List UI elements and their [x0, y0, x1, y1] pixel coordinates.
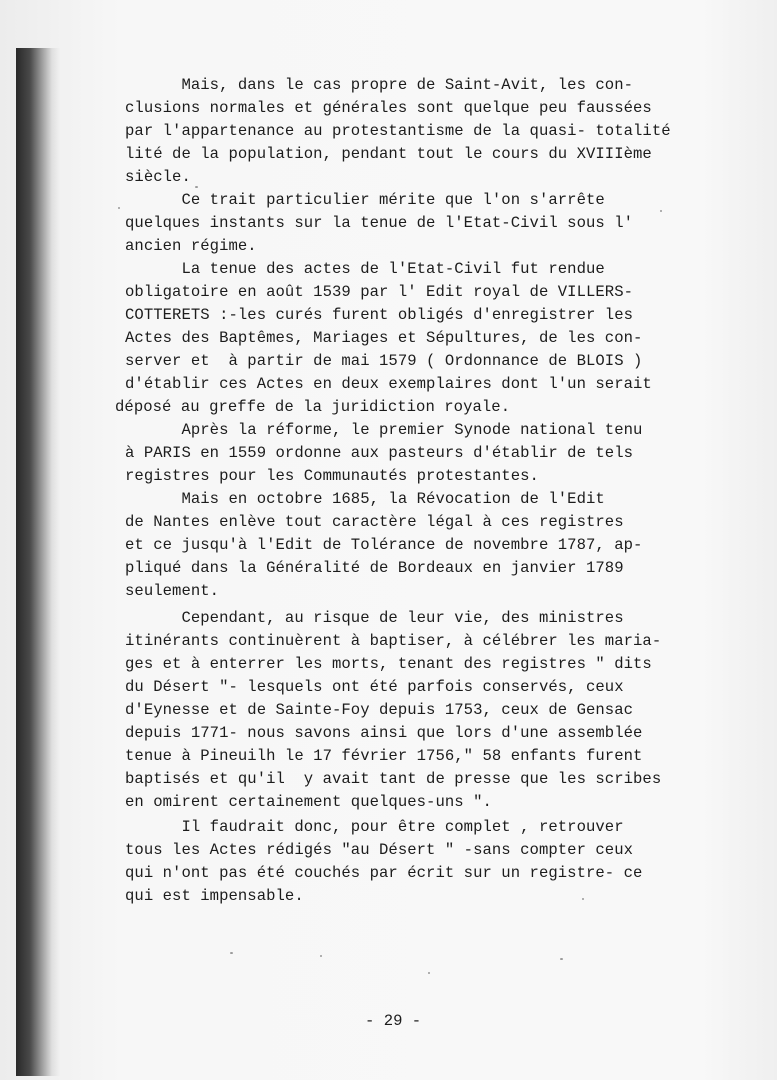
text-line: ancien régime.: [125, 237, 257, 255]
text-line: quelques instants sur la tenue de l'Etat-Civil sous l': [125, 214, 634, 232]
text-line: obligatoire en août 1539 par l' Edit royal de VILLERS-: [125, 283, 634, 301]
text-line: Actes des Baptêmes, Mariages et Sépultures, de les con-: [125, 329, 643, 347]
text-line: Cependant, au risque de leur vie, des ministres: [125, 609, 624, 627]
text-line: seulement.: [125, 582, 220, 600]
text-line: du Désert "- lesquels ont été parfois conservés, ceux: [125, 678, 624, 696]
text-line: Ce trait particulier mérite que l'on s'arrête: [125, 191, 605, 209]
text-line: par l'appartenance au protestantisme de la quasi- totalité: [125, 122, 671, 140]
text-line: Mais, dans le cas propre de Saint-Avit, les con-: [125, 76, 634, 94]
text-line: baptisés et qu'il y avait tant de presse que les scribes: [125, 770, 662, 788]
text-line: de Nantes enlève tout caractère légal à ces registres: [125, 513, 624, 531]
page-number: - 29 -: [365, 1012, 422, 1030]
scan-speck: [118, 207, 120, 209]
scan-speck: [230, 952, 233, 954]
text-line: tenue à Pineuilh le 17 février 1756," 58 enfants furent: [125, 747, 643, 765]
binding-shadow: [16, 48, 60, 1076]
text-line: COTTERETS :-les curés furent obligés d'enregistrer les: [125, 306, 634, 324]
text-line: clusions normales et générales sont quelque peu faussées: [125, 99, 652, 117]
text-line: qui est impensable.: [125, 887, 304, 905]
text-line: siècle.: [125, 168, 191, 186]
text-line: Il faudrait donc, pour être complet , retrouver: [125, 818, 624, 836]
text-line: registres pour les Communautés protestantes.: [125, 467, 539, 485]
scan-speck: [660, 210, 662, 212]
scan-speck: [582, 898, 584, 900]
text-line: déposé au greffe de la juridiction royale.: [115, 398, 511, 416]
text-line: lité de la population, pendant tout le cours du XVIIIème: [125, 145, 652, 163]
text-line: à PARIS en 1559 ordonne aux pasteurs d'établir de tels: [125, 444, 634, 462]
scan-speck: [195, 186, 198, 188]
text-line: d'établir ces Actes en deux exemplaires dont l'un serait: [125, 375, 652, 393]
text-line: en omirent certainement quelques-uns ".: [125, 793, 492, 811]
text-line: server et à partir de mai 1579 ( Ordonnance de BLOIS ): [125, 352, 643, 370]
scan-speck: [560, 958, 563, 960]
text-line: Après la réforme, le premier Synode national tenu: [125, 421, 643, 439]
scan-speck: [428, 972, 430, 974]
text-line: depuis 1771- nous savons ainsi que lors d'une assemblée: [125, 724, 643, 742]
text-line: tous les Actes rédigés "au Désert " -sans compter ceux: [125, 841, 634, 859]
text-line: et ce jusqu'à l'Edit de Tolérance de novembre 1787, ap-: [125, 536, 643, 554]
text-line: La tenue des actes de l'Etat-Civil fut rendue: [125, 260, 605, 278]
text-line: ges et à enterrer les morts, tenant des registres " dits: [125, 655, 652, 673]
text-line: d'Eynesse et de Sainte-Foy depuis 1753, ceux de Gensac: [125, 701, 634, 719]
text-line: itinérants continuèrent à baptiser, à célébrer les maria-: [125, 632, 662, 650]
text-line: pliqué dans la Généralité de Bordeaux en janvier 1789: [125, 559, 624, 577]
text-line: Mais en octobre 1685, la Révocation de l'Edit: [125, 490, 605, 508]
scan-speck: [320, 955, 322, 957]
text-line: qui n'ont pas été couchés par écrit sur un registre- ce: [125, 864, 643, 882]
